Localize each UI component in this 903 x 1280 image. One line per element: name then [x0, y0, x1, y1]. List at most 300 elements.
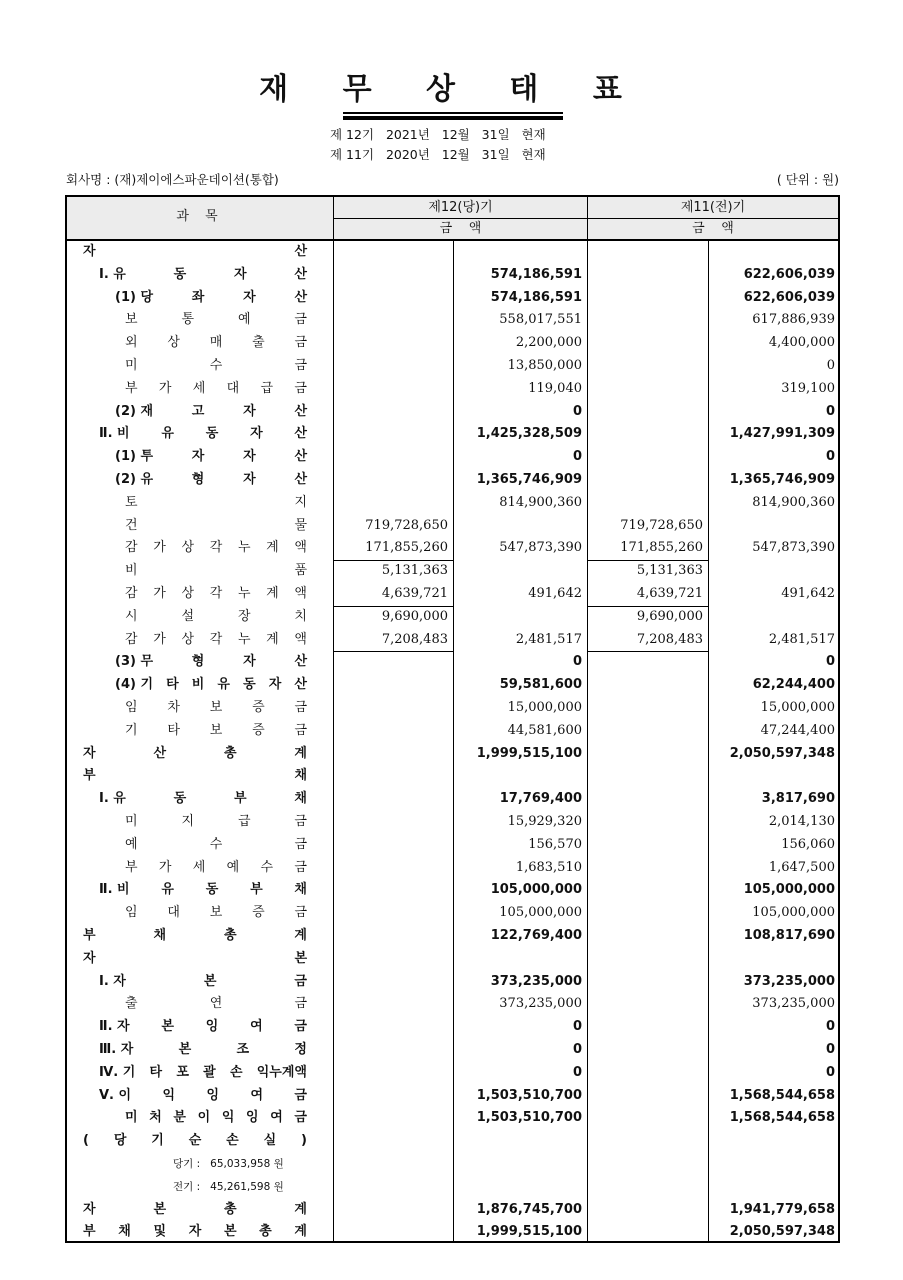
- amount-c2: 373,235,000: [499, 996, 582, 1012]
- row-label-part: 당: [113, 1133, 127, 1149]
- row-label-part: 세: [192, 380, 206, 396]
- amount-c1: 719,728,650: [365, 517, 448, 533]
- row-label-part: 보: [209, 722, 223, 738]
- amount-c1: 7,208,483: [381, 631, 448, 647]
- subtotal-line: [333, 560, 453, 561]
- amount-p2: 319,100: [781, 380, 835, 396]
- table-row: [67, 241, 838, 264]
- row-label: [99, 1016, 307, 1039]
- amount-p2: 814,900,360: [752, 494, 835, 510]
- amount-c2: 0: [572, 654, 582, 670]
- table-row: [67, 925, 838, 948]
- row-label: [83, 1199, 307, 1222]
- row-label-part: 기: [125, 722, 138, 738]
- row-label-part: 자: [250, 426, 263, 442]
- row-label-part: 감: [125, 631, 138, 647]
- amount-c2: 491,642: [528, 586, 582, 601]
- row-label-part: 금: [294, 905, 307, 921]
- row-label-part: 자: [268, 677, 282, 693]
- row-label-part: (3) 무: [115, 654, 154, 670]
- row-label-part: 상: [181, 586, 195, 601]
- table-row: [67, 264, 838, 287]
- row-label-part: (2) 유: [115, 472, 154, 487]
- amount-p2: 4,400,000: [768, 335, 835, 351]
- row-label-part: 동: [173, 791, 187, 807]
- row-label-part: 누: [237, 540, 251, 556]
- row-label-part: 금: [294, 312, 307, 328]
- row-label-part: 타: [149, 1064, 163, 1080]
- row-label-part: 상: [181, 540, 195, 556]
- amount-p2: 2,050,597,348: [729, 745, 835, 761]
- row-label: [115, 446, 307, 469]
- row-label-part: 상: [167, 335, 180, 351]
- table-row: [67, 971, 838, 994]
- row-label-part: 처: [149, 1110, 162, 1126]
- row-label-part: 고: [191, 403, 205, 419]
- amount-c2: 59,581,600: [499, 677, 582, 693]
- amount-p2: 617,886,939: [752, 312, 835, 328]
- amount-c2: 119,040: [528, 380, 582, 396]
- row-label-part: 증: [252, 722, 265, 738]
- header-prior-period: [588, 197, 838, 218]
- amount-c2: 122,769,400: [490, 928, 582, 943]
- amount-c2: 0: [572, 1064, 582, 1080]
- row-label-part: 대: [167, 905, 180, 921]
- table-row: [67, 446, 838, 469]
- row-label-part: 부: [125, 380, 138, 396]
- header-prior-amount-label: 금 액: [692, 221, 734, 236]
- title-underline-thick: [343, 116, 563, 120]
- table-row: [67, 879, 838, 902]
- row-label-part: 매: [209, 335, 223, 351]
- amount-p2: 2,050,597,348: [729, 1224, 835, 1240]
- amount-c2: 0: [572, 1042, 582, 1057]
- row-label-part: Ⅰ. 유: [99, 791, 126, 807]
- row-label-part: Ⅱ. 비: [99, 882, 130, 898]
- amount-p2: 156,060: [781, 836, 835, 852]
- row-label-part: 가: [153, 586, 166, 601]
- table-row: [67, 492, 838, 515]
- header-subject-label: 과 목: [176, 209, 224, 224]
- amount-c2: 1,425,328,509: [476, 426, 582, 442]
- row-label-part: 보: [209, 700, 223, 715]
- amount-c2: 2,200,000: [515, 335, 582, 351]
- row-label-part: 금: [294, 973, 307, 989]
- amount-p2: 622,606,039: [743, 266, 835, 282]
- table-row: [67, 1153, 838, 1176]
- row-label-part: 자: [243, 289, 256, 305]
- row-label-part: 부: [250, 882, 263, 898]
- amount-c2: 0: [572, 403, 582, 419]
- amount-p1: 9,690,000: [636, 608, 703, 624]
- table-row: [67, 1199, 838, 1222]
- header-current-period: [334, 197, 587, 218]
- row-label-part: 계: [294, 745, 307, 761]
- table-row: [67, 287, 838, 310]
- row-label-part: 연: [209, 996, 223, 1012]
- balance-sheet-table: [65, 195, 840, 1243]
- amount-c2: 574,186,591: [490, 266, 582, 282]
- row-label-part: 예: [237, 312, 251, 328]
- row-label-part: (1) 당: [115, 289, 154, 305]
- amount-c2: 0: [572, 1019, 582, 1035]
- row-label-part: 잉: [205, 1019, 219, 1035]
- amount-p2: 3,817,690: [761, 791, 835, 807]
- row-label-part: 장: [237, 608, 251, 624]
- amount-c2: 105,000,000: [490, 882, 582, 898]
- amount-p2: 491,642: [781, 586, 835, 601]
- row-label-part: 실: [263, 1133, 277, 1149]
- table-row: [67, 606, 838, 629]
- row-label-part: 임: [125, 905, 138, 921]
- amount-c2: 1,999,515,100: [476, 745, 582, 761]
- row-label-part: 본: [203, 973, 217, 989]
- row-label-part: ): [301, 1133, 307, 1149]
- row-label: [125, 834, 307, 857]
- amount-p2: 0: [825, 1019, 835, 1035]
- subtotal-line: [587, 560, 708, 561]
- row-label-part: 지: [294, 494, 307, 510]
- amount-c2: 1,503,510,700: [476, 1087, 582, 1103]
- amount-p2: 373,235,000: [752, 996, 835, 1012]
- row-label-part: 금: [294, 1087, 307, 1103]
- row-label-part: 미: [125, 1110, 138, 1126]
- row-label-part: 부: [234, 791, 247, 807]
- row-label-part: 계: [294, 1224, 307, 1240]
- row-label: [125, 857, 307, 880]
- row-label: [125, 309, 307, 332]
- row-label-part: 액: [294, 631, 307, 647]
- row-label-part: 수: [209, 836, 223, 852]
- amount-c1: 171,855,260: [365, 540, 448, 556]
- row-label-part: 동: [205, 882, 219, 898]
- table-row: [67, 651, 838, 674]
- row-label: [99, 264, 307, 287]
- amount-p2: 1,941,779,658: [729, 1201, 835, 1217]
- row-label: [83, 925, 307, 948]
- row-label-part: 임: [125, 700, 138, 715]
- row-label-part: 부: [83, 1224, 96, 1240]
- table-row: [67, 355, 838, 378]
- page-title: 재 무 상 태 표: [259, 72, 644, 107]
- row-label-part: 유: [161, 882, 174, 898]
- row-label-part: 채: [118, 1224, 131, 1240]
- amount-c2: 15,000,000: [507, 700, 582, 715]
- amount-p2: 2,481,517: [768, 631, 835, 647]
- row-label-part: 보: [125, 312, 138, 328]
- row-label-part: 자: [243, 654, 256, 670]
- table-row: [67, 1062, 838, 1085]
- row-label-part: 부: [125, 859, 138, 875]
- amount-c2: 17,769,400: [499, 791, 582, 807]
- row-label: [125, 720, 307, 743]
- row-label: [115, 401, 307, 424]
- row-label: [125, 537, 307, 560]
- row-label-part: 부: [83, 928, 96, 943]
- table-row: [67, 902, 838, 925]
- table-row: [67, 948, 838, 971]
- amount-p2: 0: [825, 403, 835, 419]
- row-label-part: 여: [270, 1110, 283, 1126]
- row-label-part: 출: [125, 996, 138, 1012]
- row-label-part: 자: [243, 449, 256, 465]
- row-label-part: 금: [294, 996, 307, 1012]
- amount-c2: 574,186,591: [490, 289, 582, 305]
- row-label-part: 금: [294, 700, 307, 715]
- row-label-part: 본: [294, 950, 307, 966]
- row-label-part: 순: [188, 1133, 202, 1149]
- row-label: [125, 583, 307, 606]
- row-label-part: Ⅴ. 이: [99, 1087, 132, 1103]
- row-label-part: Ⅰ. 자: [99, 973, 126, 989]
- table-row: [67, 401, 838, 424]
- row-label-part: 산: [294, 244, 307, 259]
- row-label-part: Ⅳ. 기: [99, 1064, 136, 1080]
- table-row: [67, 788, 838, 811]
- row-label-part: 계: [266, 631, 279, 647]
- header-prior-label: 제11(전)기: [680, 200, 746, 215]
- row-label-part: 분: [173, 1110, 186, 1126]
- row-label: [83, 765, 307, 788]
- row-label-part: 품: [294, 563, 307, 579]
- row-label: [99, 1085, 307, 1108]
- row-label-part: Ⅰ. 유: [99, 266, 126, 282]
- amount-p2: 0: [825, 654, 835, 670]
- row-label-part: 각: [209, 586, 223, 601]
- row-label-part: 비: [125, 563, 138, 579]
- table-row: [67, 309, 838, 332]
- row-label-part: 산: [294, 677, 307, 693]
- amount-c1: 9,690,000: [381, 608, 448, 624]
- row-label: [125, 697, 307, 720]
- row-label-part: 산: [294, 289, 307, 305]
- row-label-part: 가: [153, 540, 166, 556]
- row-label: [83, 1130, 307, 1153]
- row-label-part: 자: [191, 449, 205, 465]
- subtotal-line: [333, 606, 453, 607]
- row-label: [125, 629, 307, 652]
- amount-c2: 1,503,510,700: [476, 1110, 582, 1126]
- period-current: 제 12기 2021년 12월 31일 현재: [330, 127, 546, 142]
- row-label: [115, 287, 307, 310]
- amount-c2: 558,017,551: [499, 312, 582, 328]
- row-label-part: 통: [181, 312, 195, 328]
- table-row: [67, 1130, 838, 1153]
- amount-p1: 5,131,363: [636, 563, 703, 579]
- company-name: 회사명 : (재)제이에스파운데이션(통합): [66, 172, 279, 187]
- amount-p2: 0: [825, 449, 835, 465]
- row-label-part: 금: [294, 722, 307, 738]
- row-label: [83, 743, 307, 766]
- amount-p1: 7,208,483: [636, 631, 703, 647]
- amount-p2: 108,817,690: [743, 928, 835, 943]
- amount-c2: 0: [572, 449, 582, 465]
- row-label-part: 총: [223, 928, 237, 943]
- row-label-part: 금: [294, 814, 307, 829]
- row-label-part: 급: [237, 814, 251, 829]
- row-label: [125, 355, 307, 378]
- table-row: [67, 1039, 838, 1062]
- table-row: [67, 469, 838, 492]
- row-label-part: 산: [294, 266, 307, 282]
- amount-p2: 0: [825, 1064, 835, 1080]
- amount-p2: 0: [825, 1042, 835, 1057]
- row-label-part: 액: [294, 540, 307, 556]
- row-label: [99, 1062, 307, 1085]
- row-label: [125, 1107, 307, 1130]
- row-label-part: 동: [205, 426, 219, 442]
- row-label-part: 총: [223, 745, 237, 761]
- table-row: [67, 857, 838, 880]
- row-label-part: 자: [83, 745, 96, 761]
- row-label: [115, 651, 307, 674]
- row-label-part: 손: [226, 1133, 239, 1149]
- table-row: [67, 1107, 838, 1130]
- row-label-part: 조: [236, 1042, 250, 1057]
- row-label-part: 누: [237, 586, 251, 601]
- row-label-part: 급: [260, 380, 274, 396]
- row-label-part: 가: [158, 380, 172, 396]
- row-label: [125, 378, 307, 401]
- row-label-part: 정: [294, 1042, 307, 1057]
- row-label-part: 토: [125, 494, 138, 510]
- amount-c2: 15,929,320: [507, 814, 582, 829]
- row-label-part: 산: [294, 449, 307, 465]
- row-label: [99, 879, 307, 902]
- amount-c2: 156,570: [528, 836, 582, 852]
- amount-c2: 373,235,000: [490, 973, 582, 989]
- amount-c2: 547,873,390: [499, 540, 582, 556]
- row-label-part: 감: [125, 540, 138, 556]
- row-label-part: 금: [294, 836, 307, 852]
- row-label-part: 각: [209, 540, 223, 556]
- amount-c2: 1,876,745,700: [476, 1201, 582, 1217]
- row-label-part: 타: [166, 677, 179, 693]
- row-label-part: 동: [243, 677, 256, 693]
- row-label-part: 여: [250, 1087, 263, 1103]
- table-row: [67, 834, 838, 857]
- row-label: [115, 469, 307, 492]
- row-label-part: 잉: [206, 1087, 220, 1103]
- net-loss-note: 당기 : 65,033,958 원: [173, 1158, 284, 1170]
- row-label-part: 총: [259, 1224, 272, 1240]
- table-row: [67, 332, 838, 355]
- row-label-part: (4) 기: [115, 677, 154, 693]
- row-label-part: 치: [294, 608, 307, 624]
- table-row: [67, 1176, 838, 1199]
- row-label-part: 건: [125, 517, 138, 533]
- row-label: [99, 788, 307, 811]
- row-label-part: 산: [153, 745, 167, 761]
- row-label-part: 자: [83, 950, 96, 966]
- row-label-part: 시: [125, 608, 138, 624]
- row-label-part: 및: [153, 1224, 167, 1240]
- row-label-part: 금: [294, 380, 307, 396]
- row-label-part: 지: [181, 814, 195, 829]
- row-label-part: 잉: [246, 1110, 259, 1126]
- table-row: [67, 697, 838, 720]
- unit-label: ( 단위 : 원): [776, 172, 839, 187]
- row-label-part: 형: [191, 654, 205, 670]
- row-label: [99, 1039, 307, 1062]
- row-label-part: 포: [176, 1064, 189, 1080]
- row-label-part: 비: [191, 677, 205, 693]
- amount-p2: 105,000,000: [752, 905, 835, 921]
- amount-p2: 547,873,390: [752, 540, 835, 556]
- row-label-part: 총: [223, 1201, 237, 1217]
- amount-c1: 4,639,721: [381, 586, 448, 601]
- row-label-part: 본: [178, 1042, 192, 1057]
- row-label-part: 산: [294, 426, 307, 442]
- table-row: [67, 560, 838, 583]
- amount-p2: 1,568,544,658: [729, 1110, 835, 1126]
- row-label-part: 금: [294, 1110, 307, 1126]
- row-label-part: 채: [153, 928, 167, 943]
- row-label-part: 액: [294, 586, 307, 601]
- amount-p2: 1,568,544,658: [729, 1087, 835, 1103]
- period-prior: 제 11기 2020년 12월 31일 현재: [330, 147, 546, 162]
- row-label: [115, 674, 307, 697]
- row-label-part: 누: [237, 631, 251, 647]
- row-label-part: 자: [83, 1201, 96, 1217]
- amount-p2: 1,647,500: [768, 859, 835, 875]
- row-label-part: 계: [266, 586, 279, 601]
- amount-p2: 15,000,000: [760, 700, 835, 715]
- amount-p2: 373,235,000: [743, 973, 835, 989]
- row-label: [99, 971, 307, 994]
- row-label: [125, 811, 307, 834]
- row-label-part: 미: [125, 814, 138, 829]
- amount-c2: 1,365,746,909: [476, 472, 582, 487]
- row-label-part: 설: [181, 608, 195, 624]
- row-label-part: 자: [188, 1224, 202, 1240]
- row-label-part: 익: [162, 1087, 176, 1103]
- header-divider: [333, 218, 838, 219]
- row-label-part: 유: [161, 426, 174, 442]
- amount-c1: 5,131,363: [381, 563, 448, 579]
- header-prior-amount: [588, 219, 838, 239]
- row-label-part: 채: [294, 882, 307, 898]
- table-row: [67, 423, 838, 446]
- table-row: [67, 993, 838, 1016]
- amount-c2: 814,900,360: [499, 494, 582, 510]
- header-current-amount-label: 금 액: [439, 221, 482, 236]
- row-label-part: 가: [153, 631, 166, 647]
- row-label-part: 자: [234, 266, 247, 282]
- row-label-part: 물: [294, 517, 307, 533]
- row-label-part: 유: [217, 677, 230, 693]
- row-label: [99, 423, 307, 446]
- subtotal-line: [587, 606, 708, 607]
- row-label-part: 자: [83, 244, 96, 259]
- amount-p2: 622,606,039: [743, 289, 835, 305]
- row-label: [83, 1221, 307, 1244]
- row-label-part: 금: [294, 859, 307, 875]
- table-row: [67, 537, 838, 560]
- amount-p2: 0: [826, 358, 835, 373]
- row-label: [125, 902, 307, 925]
- row-label-part: 외: [125, 335, 138, 351]
- amount-p2: 1,427,991,309: [729, 426, 835, 442]
- row-label-part: 좌: [191, 289, 205, 305]
- row-label-part: 부: [83, 768, 96, 784]
- table-row: [67, 674, 838, 697]
- row-label-part: 본: [161, 1019, 174, 1035]
- amount-c2: 1,683,510: [515, 859, 582, 875]
- row-label-part: 수: [260, 859, 274, 875]
- row-label-part: 증: [252, 700, 265, 715]
- row-label-part: 출: [252, 335, 265, 351]
